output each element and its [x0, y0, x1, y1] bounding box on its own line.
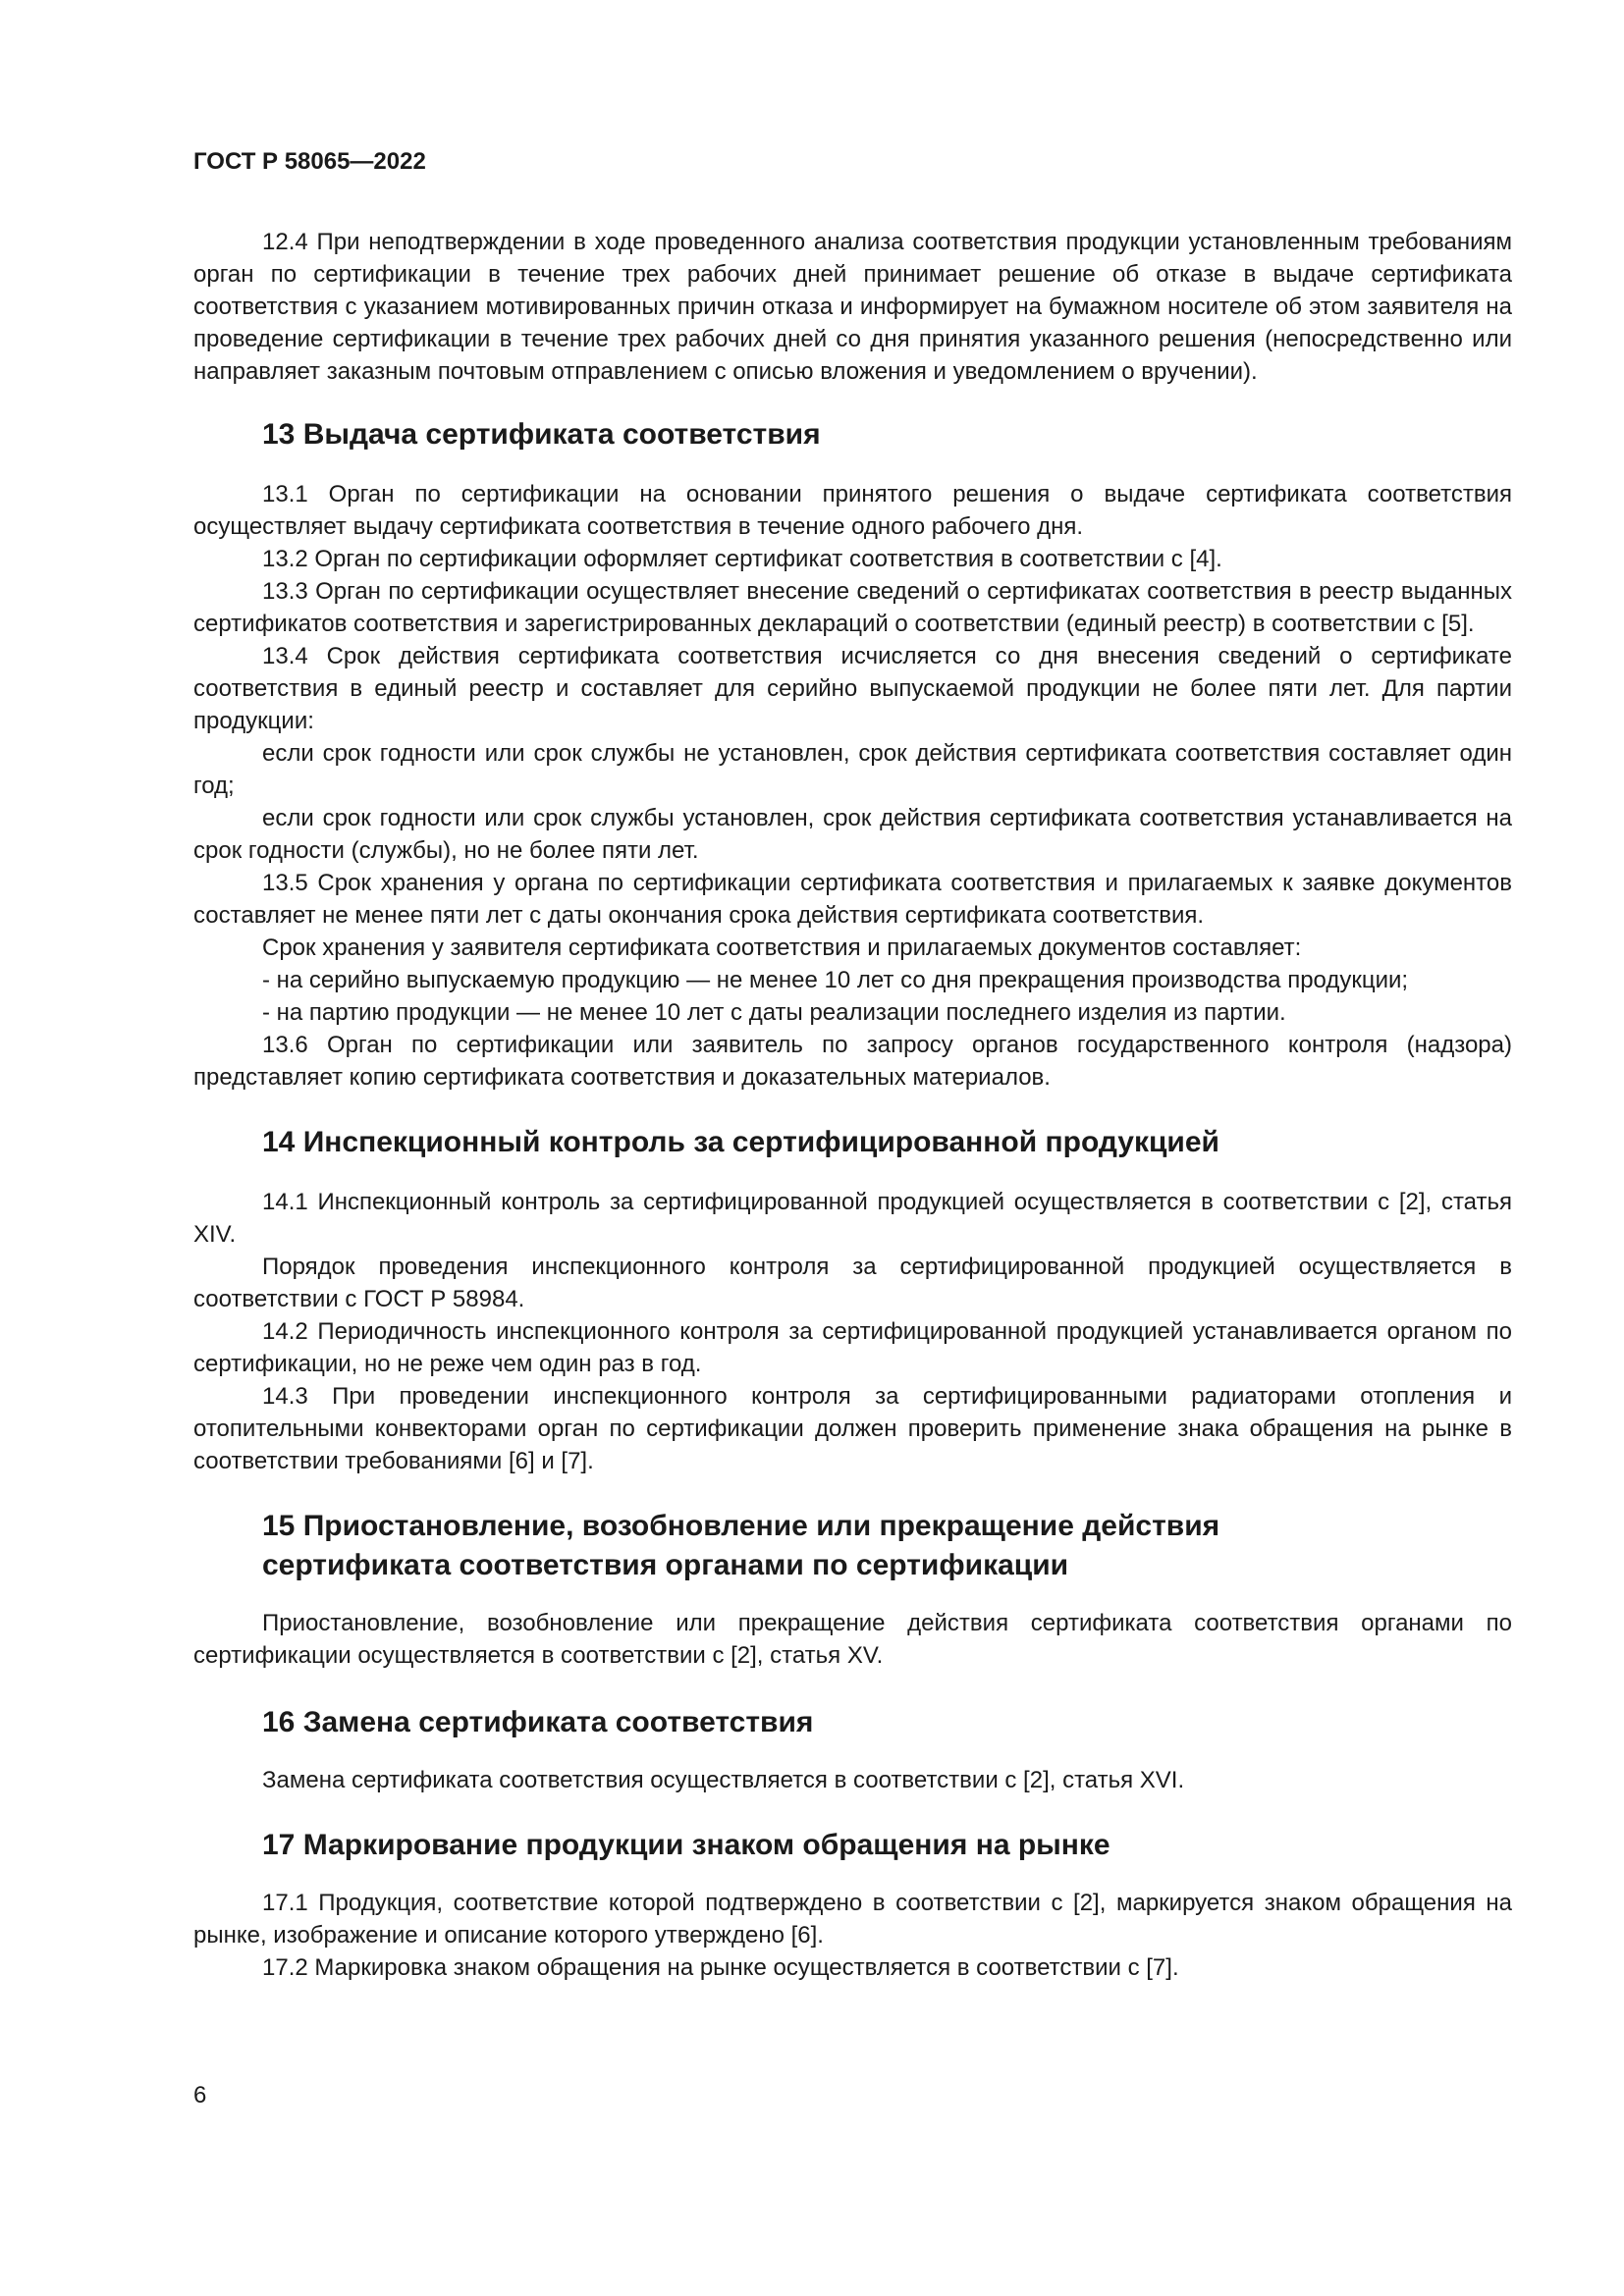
paragraph-14-2: 14.2 Периодичность инспекционного контроля за сертифицированной продукцией устанавливается органом по сертификации, но не реже чем один раз в год.	[193, 1318, 1512, 1377]
paragraph-13-4-a: если срок годности или срок службы не установлен, срок действия сертификата соответствия составляет один год;	[193, 740, 1512, 799]
section-15-heading-line-2: сертификата соответствия органами по сертификации	[262, 1549, 1069, 1581]
paragraph-15: Приостановление, возобновление или прекращение действия сертификата соответствия органами по сертификации осуществляется в соответствии с [2], статья XV.	[193, 1610, 1512, 1669]
paragraph-13-5-c: - на партию продукции — не менее 10 лет с даты реализации последнего изделия из партии.	[262, 999, 1286, 1026]
document-page	[193, 147, 1512, 1984]
paragraph-13-6: 13.6 Орган по сертификации или заявитель по запросу органов государственного контроля (надзора) представляет копию сертификата соответствия и доказательных материалов.	[193, 1032, 1512, 1091]
paragraph-13-5-a: Срок хранения у заявителя сертификата соответствия и прилагаемых документов составляет:	[262, 934, 1302, 961]
paragraph-13-5-b: - на серийно выпускаемую продукцию — не менее 10 лет со дня прекращения производства продукции;	[262, 967, 1409, 993]
paragraph-13-4-b: если срок годности или срок службы установлен, срок действия сертификата соответствия устанавливается на срок годности (службы), но не более пяти лет.	[193, 805, 1512, 864]
document-code: ГОСТ Р 58065—2022	[193, 148, 426, 175]
section-15-heading	[193, 1507, 1512, 1585]
paragraph-13-2: 13.2 Орган по сертификации оформляет сертификат соответствия в соответствии с [4].	[262, 546, 1222, 572]
paragraph-13-3: 13.3 Орган по сертификации осуществляет внесение сведений о сертификатах соответствия в реестр выданных сертификатов соответствия и зарегистрированных деклараций о соответствии (единый реестр) в соответствии с [5].	[193, 578, 1512, 637]
paragraph-13-5: 13.5 Срок хранения у органа по сертификации сертификата соответствия и прилагаемых к заявке документов составляет не менее пяти лет с даты окончания срока действия сертификата соответствия.	[193, 870, 1512, 929]
section-17-heading: 17 Маркирование продукции знаком обращения на рынке	[262, 1829, 1110, 1861]
paragraph-14-3: 14.3 При проведении инспекционного контроля за сертифицированными радиаторами отопления и отопительными конвекторами орган по сертификации должен проверить применение знака обращения на рынке в соответствии требованиями [6] и [7].	[193, 1383, 1512, 1474]
paragraph-14-1-a: Порядок проведения инспекционного контроля за сертифицированной продукцией осуществляется в соответствии с ГОСТ Р 58984.	[193, 1254, 1512, 1312]
paragraph-16: Замена сертификата соответствия осуществляется в соответствии с [2], статья XVI.	[262, 1767, 1185, 1793]
paragraph-17-2: 17.2 Маркировка знаком обращения на рынке осуществляется в соответствии с [7].	[262, 1954, 1179, 1981]
paragraph-14-1: 14.1 Инспекционный контроль за сертифицированной продукцией осуществляется в соответствии с [2], статья XIV.	[193, 1189, 1512, 1248]
page-number: 6	[193, 2082, 207, 2109]
section-14-heading: 14 Инспекционный контроль за сертифицированной продукцией	[262, 1126, 1219, 1158]
section-16-heading: 16 Замена сертификата соответствия	[262, 1706, 814, 1738]
paragraph-12-4: 12.4 При неподтверждении в ходе проведенного анализа соответствия продукции установленным требованиям орган по сертификации в течение трех рабочих дней принимает решение об отказе в выдаче сертификата соответствия с указанием мотивированных причин отказа и информирует на бумажном носителе об этом заявителя на проведение сертификации в течение трех рабочих дней со дня принятия указанного решения (непосредственно или направляет заказным почтовым отправлением с описью вложения и уведомлением о вручении).	[193, 229, 1512, 385]
paragraph-13-1: 13.1 Орган по сертификации на основании принятого решения о выдаче сертификата соответствия осуществляет выдачу сертификата соответствия в течение одного рабочего дня.	[193, 481, 1512, 540]
paragraph-17-1: 17.1 Продукция, соответствие которой подтверждено в соответствии с [2], маркируется знаком обращения на рынке, изображение и описание которого утверждено [6].	[193, 1890, 1512, 1949]
section-13-heading: 13 Выдача сертификата соответствия	[262, 418, 821, 451]
paragraph-13-4: 13.4 Срок действия сертификата соответствия исчисляется со дня внесения сведений о сертификате соответствия в единый реестр и составляет для серийно выпускаемой продукции не более пяти лет. Для партии продукции:	[193, 643, 1512, 734]
section-15-heading-line-1: 15 Приостановление, возобновление или прекращение действия	[262, 1510, 1220, 1542]
